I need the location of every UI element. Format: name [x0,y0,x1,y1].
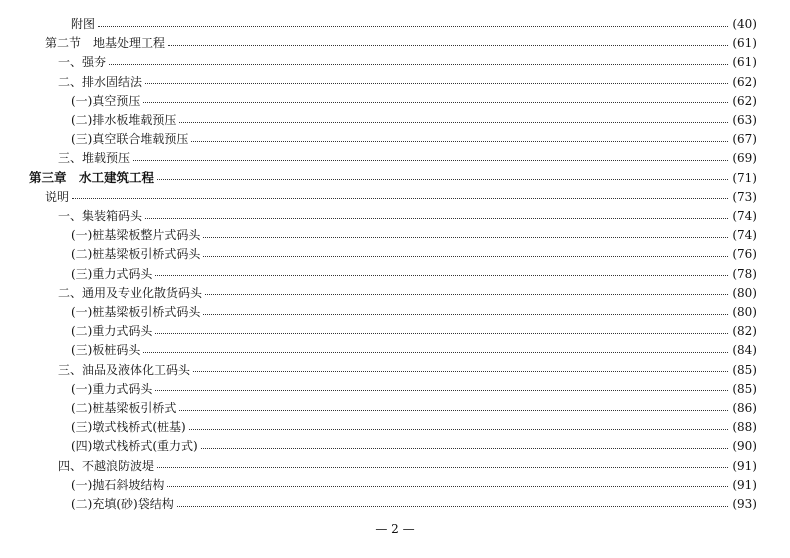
toc-entry [58,53,757,71]
toc-entry [71,341,757,359]
toc-entry [71,476,757,494]
toc-entry [45,188,757,206]
toc-entry [58,207,757,225]
toc-entry-title: (三)板桩码头 [71,343,141,358]
toc-entry-title: 二、通用及专业化散货码头 [58,285,203,300]
toc-entry-page: (78) [732,266,757,281]
dot-leader [133,160,728,161]
toc-entry [58,361,757,379]
toc-entry-page: (71) [732,170,757,185]
toc-entry-page: (74) [732,228,757,243]
page-number: — 2 — [375,522,415,536]
toc-entry-page: (84) [732,343,757,358]
toc-entry-page: (85) [732,381,757,396]
dot-leader [191,141,728,142]
toc-entry-title: (四)墩式栈桥式(重力式) [71,439,198,454]
toc-entry [71,322,757,340]
toc-entry-page: (73) [732,189,757,204]
dot-leader [205,294,728,295]
toc-entry-page: (85) [732,362,757,377]
toc-entry-title: 一、集装箱码头 [58,209,143,223]
dot-leader [168,45,728,46]
toc-entry-page: (88) [732,420,757,435]
toc-entry-title: (二)充填(砂)袋结构 [71,497,174,511]
toc-entry [71,15,757,33]
toc-entry [58,457,757,475]
toc-entry [58,284,757,302]
dot-leader [143,102,728,103]
toc-entry-page: (76) [732,247,757,262]
toc-entry-page: (90) [732,439,757,454]
toc-entry-page: (86) [732,401,757,415]
toc-entry [58,73,757,91]
toc-entry [71,245,757,263]
toc-entry-title: 第二节 地基处理工程 [45,36,166,51]
toc-entry-page: (40) [732,17,757,31]
dot-leader [157,467,728,468]
toc-entry-title: 三、油品及液体化工码头 [58,362,191,377]
dot-leader [72,198,728,199]
toc-entry-title: 三、堆载预压 [58,151,131,166]
toc-entry-title: (二)桩基梁板引桥式 [71,401,177,415]
toc-entry-page: (63) [732,113,757,127]
toc-entry [71,495,757,513]
toc-entry-page: (82) [732,324,757,339]
dot-leader [109,64,728,65]
dot-leader [203,256,728,257]
dot-leader [203,314,728,315]
dot-leader [177,506,729,507]
toc-entry-page: (62) [732,74,757,89]
toc-entry-page: (69) [732,151,757,166]
toc-entry [71,130,757,148]
toc-entry [58,149,757,167]
toc-entry-title: (一)抛石斜坡结构 [71,477,165,492]
toc-entry [71,111,757,129]
toc-entry-page: (62) [732,93,757,108]
toc-entry [71,226,757,244]
toc-entry [71,303,757,321]
dot-leader [143,352,728,353]
toc-entry-title: 二、排水固结法 [58,74,143,89]
toc-entry-title: (二)排水板堆载预压 [71,113,177,127]
toc-entry-page: (61) [732,55,757,70]
toc-entry-title: (三)重力式码头 [71,266,153,281]
dot-leader [98,26,728,27]
toc-entry [45,34,757,52]
dot-leader [189,429,729,430]
toc-entry-title: (二)重力式码头 [71,324,153,339]
toc-entry-title: 说明 [45,189,70,204]
toc-entry-page: (80) [732,305,757,319]
toc-entry-title: (二)桩基梁板引桥式码头 [71,247,201,262]
dot-leader [155,275,728,276]
toc-entry-title: (一)重力式码头 [71,381,153,396]
toc-entry-title: (一)桩基梁板整片式码头 [71,228,201,243]
toc-entry-title: 第三章 水工建筑工程 [29,169,155,185]
dot-leader [167,486,728,487]
toc-entry-title: (三)真空联合堆载预压 [71,132,189,147]
toc-entry-title: 四、不越浪防波堤 [58,458,155,473]
dot-leader [179,410,728,411]
toc-entry-title: (三)墩式栈桥式(桩基) [71,420,186,435]
dot-leader [201,448,729,449]
toc-entry-title: 一、强夯 [58,55,107,70]
toc-entry [71,418,757,436]
toc-entry-page: (91) [732,477,757,492]
dot-leader [193,371,728,372]
toc-entry [71,399,757,417]
dot-leader [145,218,728,219]
toc-entry-page: (61) [732,36,757,51]
toc-entry [71,380,757,398]
toc-entry-title: (一)桩基梁板引桥式码头 [71,305,201,319]
toc-entry-title: 附图 [71,17,96,31]
toc-entry-page: (67) [732,132,757,147]
toc-entry [71,437,757,455]
dot-leader [155,390,728,391]
dot-leader [145,83,728,84]
dot-leader [157,179,728,180]
toc-entry [71,265,757,283]
toc-entry [29,169,757,187]
toc-entry [71,92,757,110]
toc-entry-title: (一)真空预压 [71,93,141,108]
toc-entry-page: (91) [732,458,757,473]
dot-leader [155,333,728,334]
toc-entry-page: (74) [732,209,757,223]
dot-leader [203,237,728,238]
toc-entry-page: (93) [732,497,757,511]
dot-leader [179,122,728,123]
toc-entry-page: (80) [732,285,757,300]
